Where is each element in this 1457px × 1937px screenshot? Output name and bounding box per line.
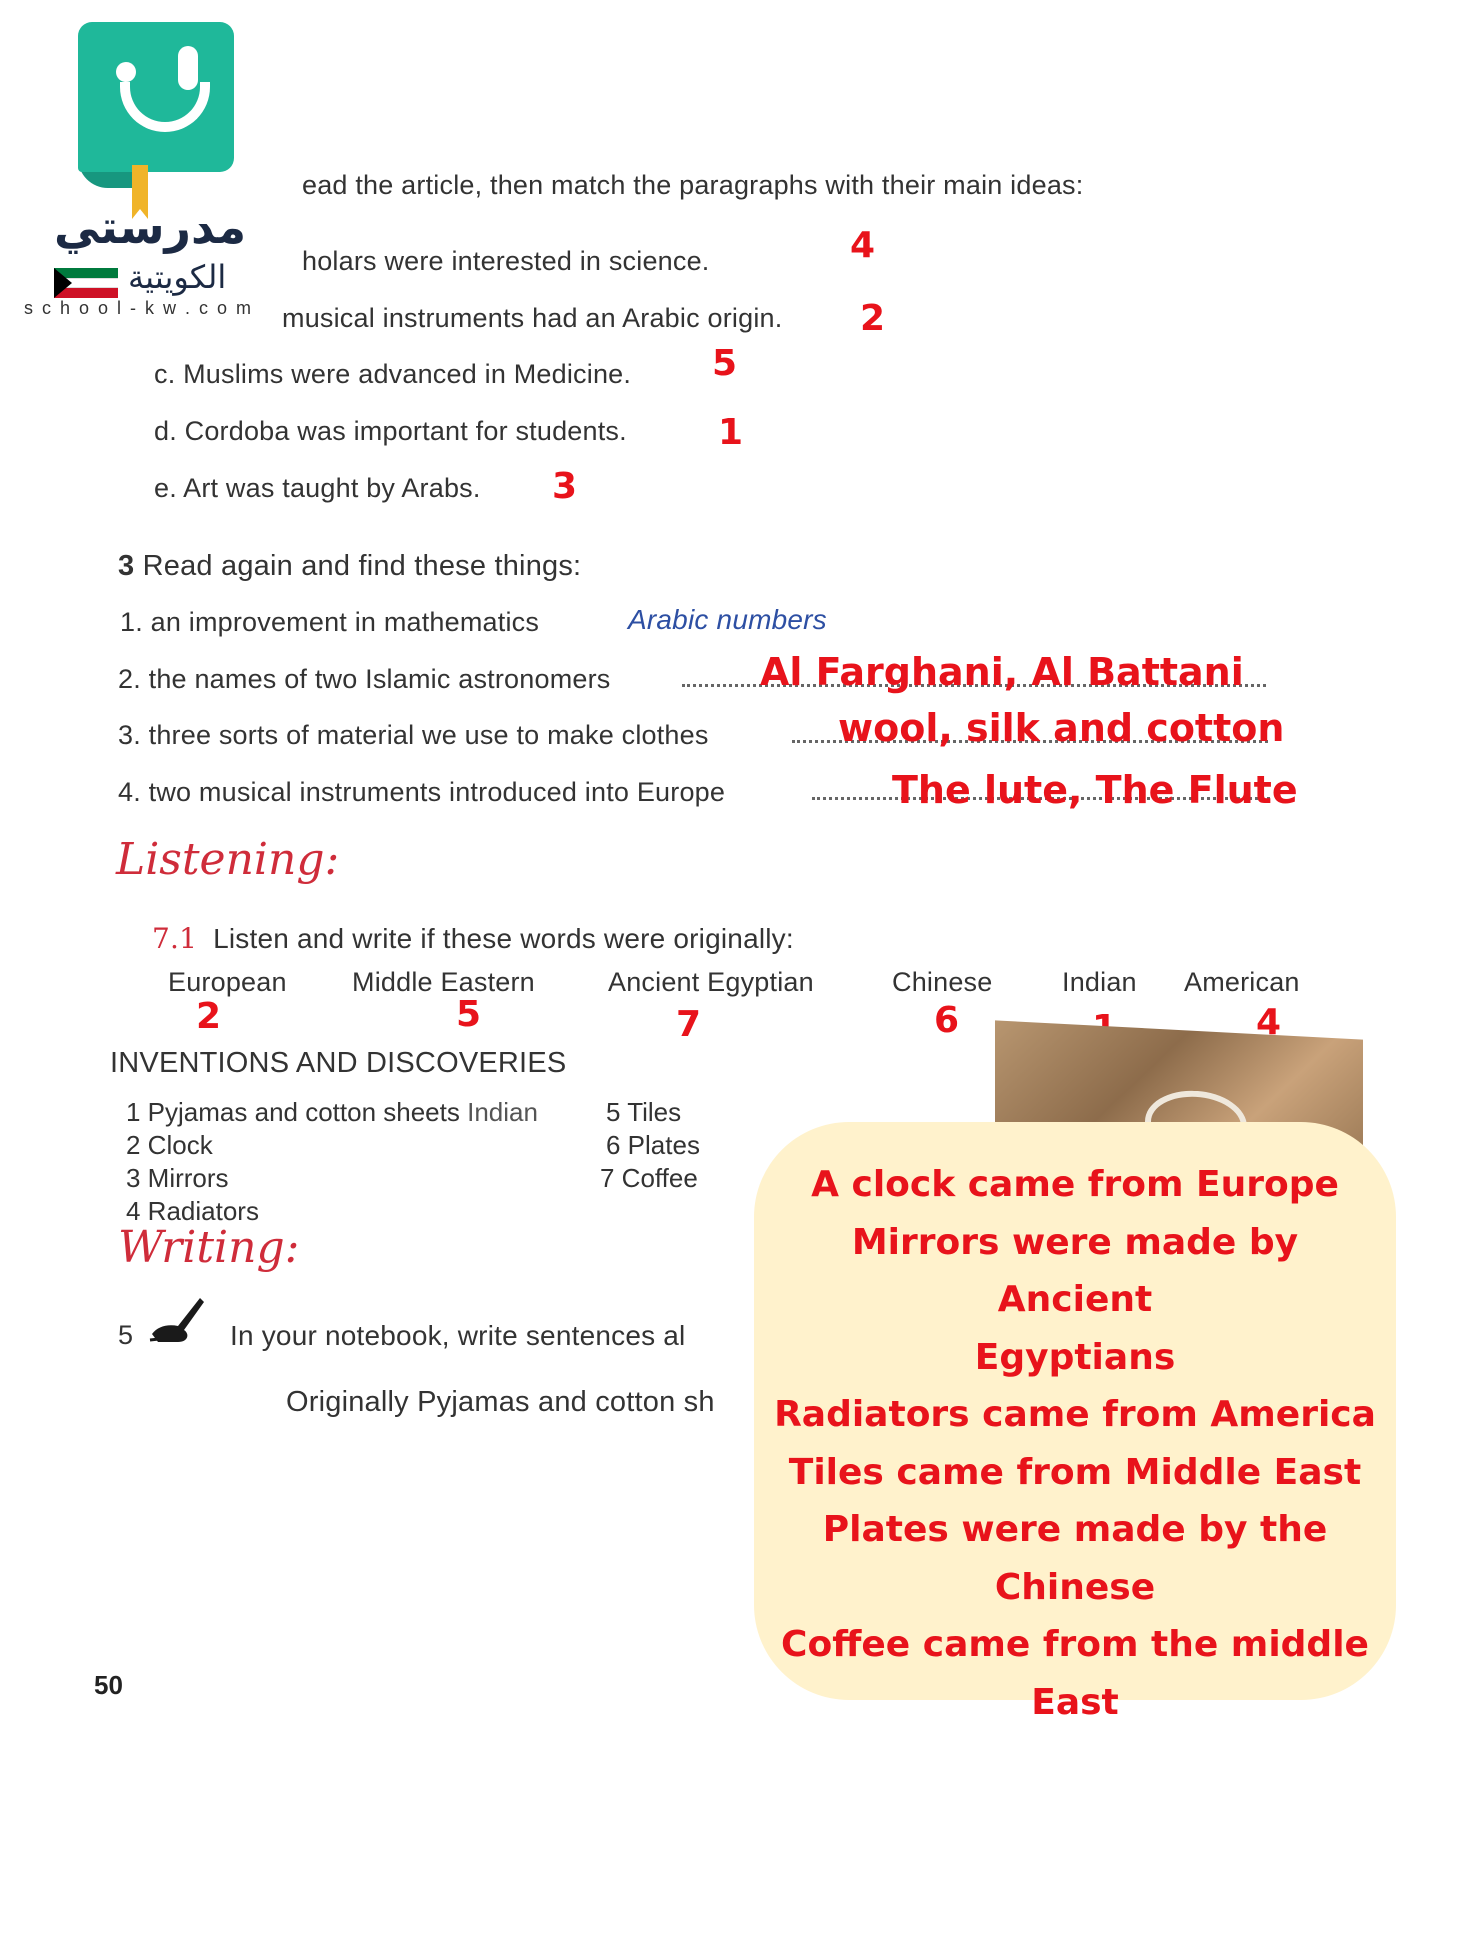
ex2-item-c: c. Muslims were advanced in Medicine. bbox=[154, 359, 632, 389]
kuwait-flag-icon bbox=[54, 268, 118, 298]
ex3-answer-1: Arabic numbers bbox=[628, 604, 827, 635]
answer-box bbox=[754, 1122, 1396, 1723]
answer-line-4: Radiators came from America bbox=[774, 1394, 1376, 1435]
inventions-right-list bbox=[600, 1096, 700, 1195]
inventions-title: INVENTIONS AND DISCOVERIES bbox=[110, 1047, 567, 1079]
invention-1: 1 Pyjamas and cotton sheets Indian bbox=[126, 1097, 538, 1127]
origin-answer-middle-eastern: 5 bbox=[456, 994, 482, 1035]
listening-heading: Listening: bbox=[116, 834, 340, 885]
origin-chinese: Chinese bbox=[892, 967, 993, 997]
writing-heading: Writing: bbox=[118, 1222, 300, 1273]
ex2-answer-b: 2 bbox=[860, 298, 886, 339]
ex3-answer-3: wool, silk and cotton bbox=[838, 706, 1285, 750]
ex2-item-e: e. Art was taught by Arabs. bbox=[154, 473, 481, 503]
ex2-answer-e: 3 bbox=[552, 466, 578, 507]
invention-4: 4 Radiators bbox=[126, 1196, 259, 1226]
answer-line-1: A clock came from Europe bbox=[811, 1164, 1339, 1205]
listening-instruction: Listen and write if these words were originally: bbox=[213, 923, 794, 954]
writing-instruction: In your notebook, write sentences al bbox=[230, 1320, 686, 1351]
origin-answer-american: 4 bbox=[1256, 1002, 1282, 1043]
answer-line-9: East bbox=[1031, 1681, 1119, 1723]
invention-3: 3 Mirrors bbox=[126, 1163, 229, 1193]
ex2-answer-a: 4 bbox=[850, 225, 876, 266]
origin-european: European bbox=[168, 967, 287, 997]
logo-site: s c h o o l - k w . c o m bbox=[24, 298, 254, 318]
writing-example: Originally Pyjamas and cotton sh bbox=[286, 1386, 715, 1418]
page-number: 50 bbox=[94, 1670, 123, 1700]
logo-arabic-sub: الكويتية bbox=[128, 258, 227, 296]
origin-ancient-egyptian: Ancient Egyptian bbox=[608, 967, 814, 997]
ex3-item-4: 4. two musical instruments introduced into Europe bbox=[118, 777, 726, 807]
ex3-answer-4: The lute, The Flute bbox=[892, 768, 1298, 812]
origin-answer-ancient-egyptian: 7 bbox=[676, 1004, 702, 1045]
invention-5: 5 Tiles bbox=[606, 1097, 682, 1127]
invention-7: 7 Coffee bbox=[600, 1163, 698, 1193]
ex2-item-a: holars were interested in science. bbox=[302, 246, 710, 276]
invention-2: 2 Clock bbox=[126, 1130, 213, 1160]
ex3-item-2: 2. the names of two Islamic astronomers bbox=[118, 664, 611, 694]
ex2-answer-c: 5 bbox=[712, 343, 738, 384]
answer-line-8: Coffee came from the middle bbox=[781, 1624, 1369, 1665]
answer-line-7: Chinese bbox=[994, 1566, 1156, 1608]
answer-line-2: Mirrors were made by Ancient bbox=[851, 1221, 1299, 1320]
answer-line-3: Egyptians bbox=[974, 1336, 1176, 1378]
ex3-item-1: 1. an improvement in mathematics bbox=[120, 607, 540, 637]
ex3-title: Read again and find these things: bbox=[142, 550, 582, 582]
origin-american: American bbox=[1184, 967, 1300, 997]
ex2-instruction: ead the article, then match the paragraphs with their main ideas: bbox=[302, 170, 1084, 200]
ex3-answer-2: Al Farghani, Al Battani bbox=[760, 650, 1244, 694]
writing-hand-icon bbox=[148, 1290, 208, 1344]
ex2-item-d: d. Cordoba was important for students. bbox=[154, 416, 627, 446]
ex3-header bbox=[118, 550, 581, 583]
origin-middle-eastern: Middle Eastern bbox=[352, 967, 535, 997]
listening-instruction-row bbox=[152, 922, 794, 955]
invention-1-answer: Indian bbox=[467, 1097, 538, 1127]
writing-number: 5 bbox=[118, 1320, 134, 1350]
logo-arabic-name: مدرستي bbox=[54, 200, 247, 254]
logo-icon bbox=[78, 22, 234, 172]
origin-answer-european: 2 bbox=[196, 996, 222, 1037]
answer-line-5: Tiles came from Middle East bbox=[788, 1451, 1362, 1493]
invention-6: 6 Plates bbox=[606, 1130, 700, 1160]
listening-number: 7.1 bbox=[152, 922, 198, 955]
ex3-number: 3 bbox=[118, 550, 135, 582]
answer-line-6: Plates were made by the bbox=[822, 1509, 1328, 1550]
origin-answer-chinese: 6 bbox=[934, 1000, 960, 1041]
ex2-item-b: musical instruments had an Arabic origin. bbox=[282, 303, 783, 333]
inventions-left-list bbox=[126, 1096, 538, 1228]
ex2-answer-d: 1 bbox=[718, 412, 744, 453]
ex3-item-3: 3. three sorts of material we use to make clothes bbox=[118, 720, 709, 750]
origin-indian: Indian bbox=[1062, 967, 1137, 997]
